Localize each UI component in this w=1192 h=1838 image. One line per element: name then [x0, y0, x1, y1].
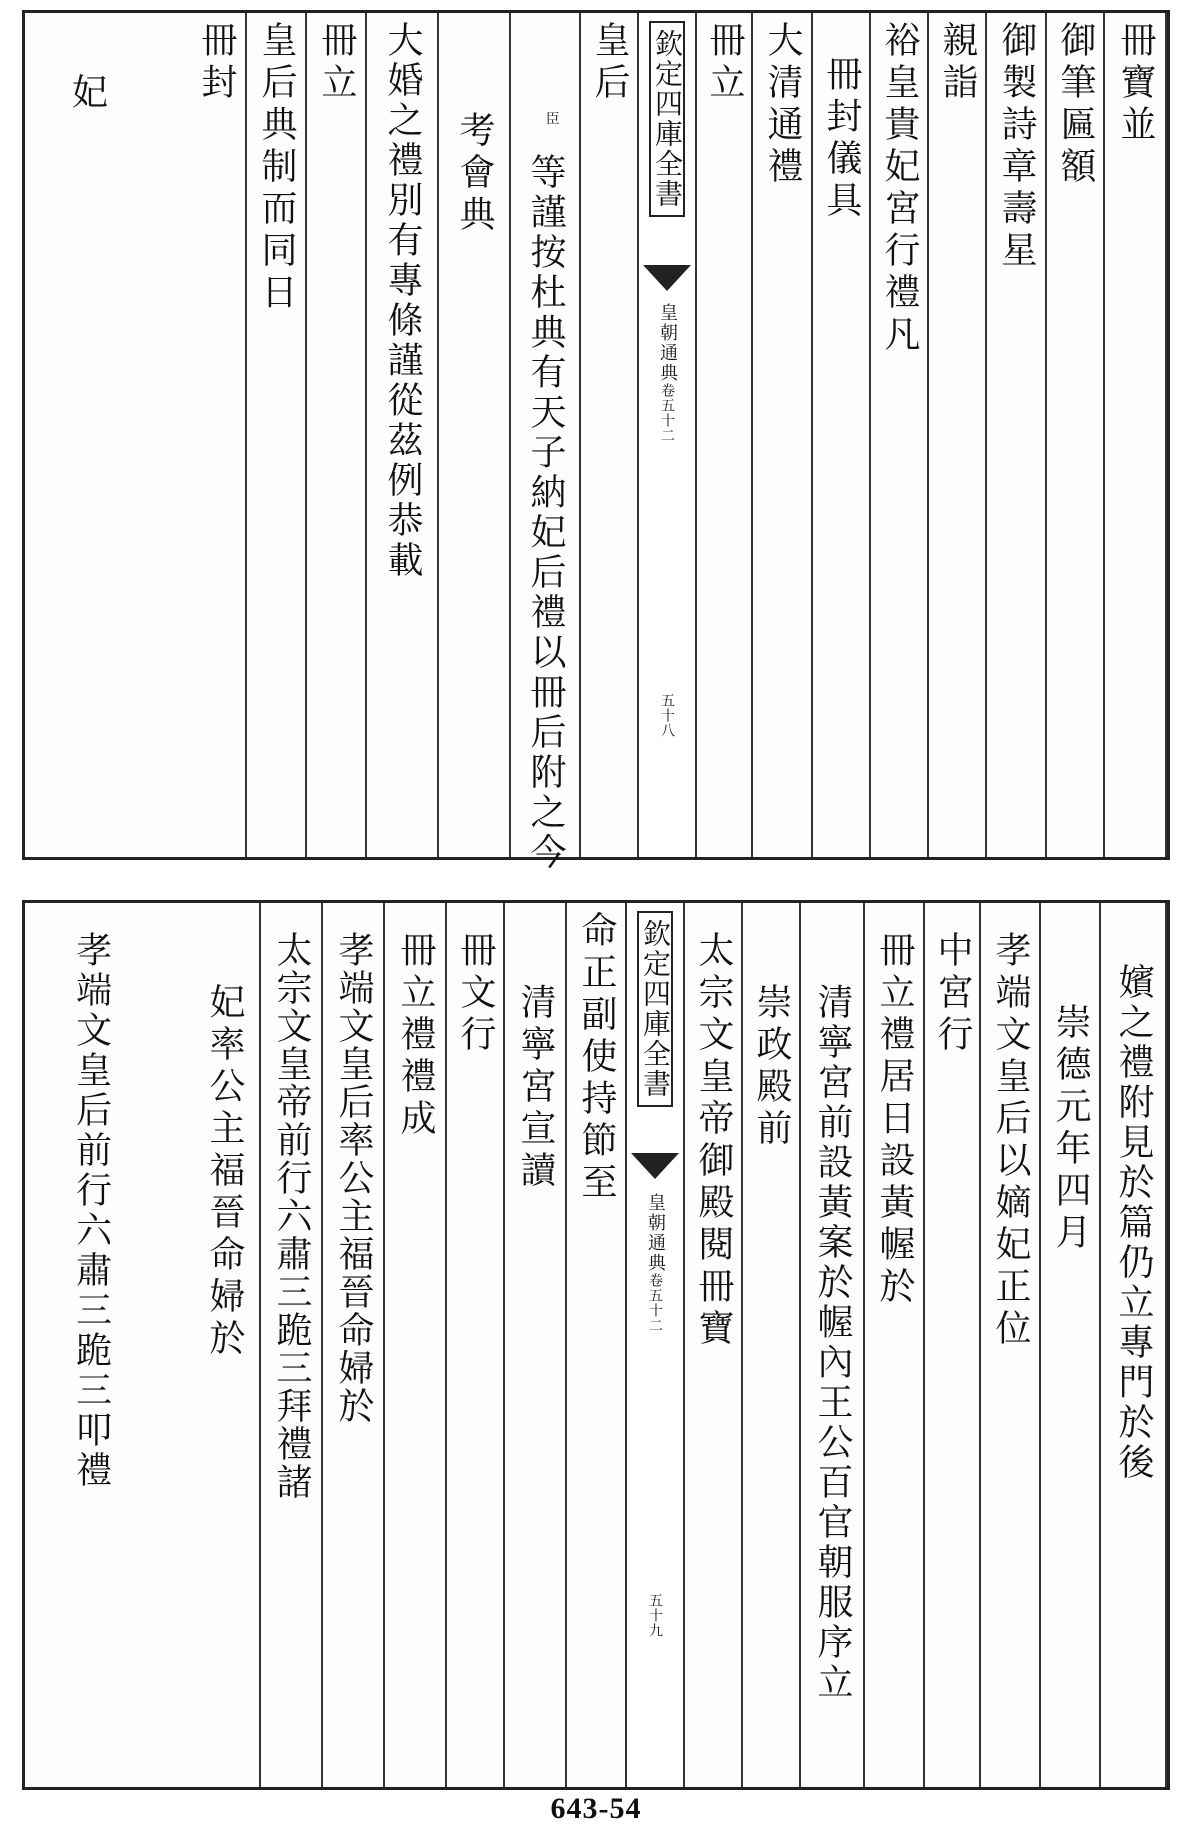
column-text: 孝端文皇后前行六肅三跪三叩禮	[70, 931, 112, 1491]
column-text: 冊立禮居日設黃幄於	[874, 931, 915, 1309]
page-number: 643-54	[550, 1792, 642, 1825]
text-column-6	[801, 903, 865, 1787]
text-column-14	[261, 903, 323, 1787]
text-column-16	[25, 903, 189, 1787]
column-text: 裕皇貴妃宮行禮凡	[879, 21, 920, 357]
text-column-12	[385, 903, 447, 1787]
fishtail-mark-icon	[643, 265, 691, 291]
column-text: 中宮行	[932, 931, 973, 1057]
text-column-12	[367, 13, 439, 857]
column-text: 冊寶並	[1115, 21, 1156, 147]
text-column-15	[187, 13, 247, 857]
column-text: 清寧宮宣讀	[515, 983, 556, 1193]
spine-title: 欽定四庫全書	[637, 911, 673, 1107]
text-column-15	[189, 903, 261, 1787]
text-column-11	[439, 13, 511, 857]
column-text: 太宗文皇帝前行六肅三跪三拜禮諸	[271, 931, 312, 1501]
text-column-5	[865, 903, 925, 1787]
text-column-6	[813, 13, 871, 857]
spine-book-title: 皇朝通典	[645, 1193, 666, 1273]
text-column-3	[981, 903, 1041, 1787]
text-column-4	[925, 903, 981, 1787]
spine-title: 欽定四庫全書	[649, 21, 685, 217]
text-column-11	[447, 903, 505, 1787]
text-column-9	[567, 903, 627, 1787]
text-column-16	[25, 13, 187, 857]
column-text: 大婚之禮別有專條謹從茲例恭載	[382, 21, 423, 581]
center-spine	[627, 903, 685, 1787]
text-column-13	[307, 13, 367, 857]
column-text: 考會典	[454, 111, 495, 237]
fishtail-mark-icon	[631, 1153, 679, 1179]
top-page-panel	[22, 10, 1170, 873]
text-column-7	[753, 13, 813, 857]
column-text: 崇德元年四月	[1050, 1003, 1091, 1255]
column-text: 等謹按杜典有天子納妃后禮以冊后附之今	[525, 153, 566, 873]
column-text: 孝端文皇后率公主福晉命婦於	[333, 931, 374, 1425]
text-column-5	[871, 13, 929, 857]
spine-volume: 卷五十二	[659, 383, 675, 443]
column-text: 冊立禮禮成	[395, 931, 436, 1141]
text-column-13	[323, 903, 385, 1787]
text-column-14	[247, 13, 307, 857]
column-text: 皇后典制而同日	[256, 21, 297, 315]
text-column-2	[1041, 903, 1101, 1787]
spine-book-title: 皇朝通典	[657, 303, 678, 383]
text-column-9	[581, 13, 639, 857]
column-text: 妃	[66, 73, 108, 115]
column-text: 皇后	[589, 21, 630, 105]
column-text: 御筆匾額	[1055, 21, 1096, 189]
text-column-1	[1101, 903, 1167, 1787]
column-text: 崇政殿前	[751, 983, 792, 1151]
text-column-3	[987, 13, 1047, 857]
column-text: 太宗文皇帝御殿閱冊寶	[693, 931, 734, 1351]
column-text: 妃率公主福晉命婦於	[204, 983, 245, 1361]
column-text: 冊封	[196, 21, 237, 105]
text-column-4	[929, 13, 987, 857]
column-text: 親詣	[937, 21, 978, 105]
bottom-page-panel	[22, 900, 1170, 1790]
text-column-10	[505, 903, 567, 1787]
column-text: 命正副使持節至	[576, 911, 617, 1205]
spine-folio: 五十九	[647, 1593, 663, 1638]
column-text: 清寧宮前設黃案於幄內王公百官朝服序立	[812, 983, 853, 1703]
text-column-8	[697, 13, 753, 857]
column-text: 冊立	[316, 21, 357, 105]
column-text: 冊封儀具	[821, 55, 862, 223]
column-text: 御製詩章壽星	[996, 21, 1037, 273]
column-text: 嬪之禮附見於篇仍立專門於後	[1113, 963, 1154, 1483]
column-text: 冊文行	[455, 931, 496, 1057]
text-column-1	[1105, 13, 1167, 857]
text-column-10	[511, 13, 581, 873]
column-text: 大清通禮	[762, 21, 803, 189]
spine-volume: 卷五十二	[647, 1273, 663, 1333]
text-column-7	[743, 903, 801, 1787]
text-column-2	[1047, 13, 1105, 857]
spine-folio: 五十八	[659, 693, 675, 738]
column-text: 冊立	[704, 21, 745, 105]
center-spine	[639, 13, 697, 857]
text-column-8	[685, 903, 743, 1787]
column-text: 孝端文皇后以嫡妃正位	[990, 931, 1031, 1351]
column-note: 臣	[543, 111, 560, 126]
